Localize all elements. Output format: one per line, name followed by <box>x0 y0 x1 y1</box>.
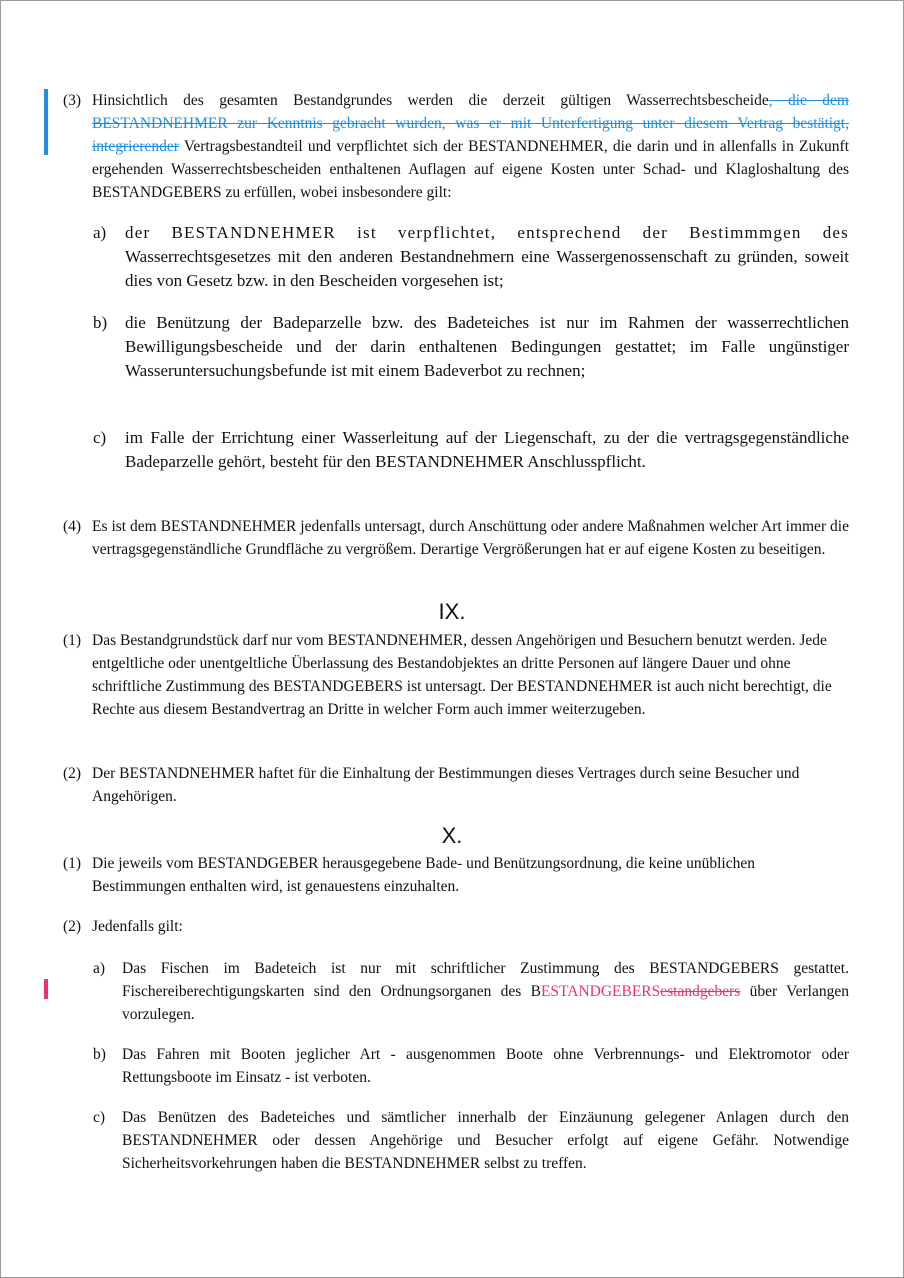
paragraph-text: Die jeweils vom BESTANDGEBER herausgegebene Bade- und Benützungsordnung, die keine unüblichen Bestimmungen enthalten wird, ist genauestens einzuhalten. <box>92 855 755 895</box>
list-item-c <box>93 426 849 474</box>
text-run: Vertragsbestandteil und verpflichtet sich der BESTANDNEHMER, die darin und in allenfalls in Zukunft ergehenden Wasserrechtsbescheiden enthaltenen Auflagen auf eigene Kosten unter Schad- und Klagloshaltung des BESTANDGEBERS zu erfüllen, wobei insbesondere gilt: <box>92 138 849 201</box>
item-marker: c) <box>93 1109 106 1126</box>
item-text <box>125 221 849 293</box>
item-text: Das Fahren mit Booten jeglicher Art - ausgenommen Boote ohne Verbrennungs- und Elektromotor oder Rettungsboote im Einsatz - ist verboten. <box>122 1046 849 1086</box>
change-bar-revision <box>44 979 48 999</box>
paragraph-number: (2) <box>63 765 82 782</box>
tracked-deletion: , die dem BESTANDNEHMER zur Kenntnis gebracht wurden, was er mit Unterfertigung unter diesem Vertrag bestätigt, integrierender <box>92 92 849 155</box>
paragraph-number: (2) <box>63 918 82 935</box>
list-item-x-a <box>93 957 849 1026</box>
text-run: Hinsichtlich des gesamten Bestandgrundes werden die derzeit gültigen Wasserrechtsbescheide <box>92 92 769 109</box>
list-item-a <box>93 221 849 293</box>
paragraph-text: Jedenfalls gilt: <box>92 918 183 935</box>
paragraph-4 <box>63 515 849 561</box>
paragraph-text: Der BESTANDNEHMER haftet für die Einhaltung der Bestimmungen dieses Vertrages durch seine Besucher und Angehörigen. <box>92 765 800 805</box>
text-run: der BESTANDNEHMER ist verpflichtet, entsprechend der Bestimmmgen des <box>125 223 849 242</box>
tracked-deletion: estandgebers <box>660 983 741 1000</box>
item-marker: a) <box>93 960 106 977</box>
paragraph-x-2 <box>63 915 849 938</box>
item-marker: b) <box>93 313 108 332</box>
item-marker: c) <box>93 428 107 447</box>
list-item-x-c <box>93 1106 849 1175</box>
text-run: über Verlangen vorzulegen. <box>122 983 850 1023</box>
change-bar-deletion <box>44 89 48 155</box>
item-text: Das Benützen des Badeteiches und sämtlicher innerhalb der Einzäunung gelegener Anlagen durch den BESTANDNEHMER oder dessen Angehörige und Besucher erfolgt auf eigene Gefähr. Notwendige Sicherheitsvorkehrungen haben die BESTANDNEHMER selbst zu treffen. <box>122 1109 849 1172</box>
paragraph-ix-1 <box>63 629 849 721</box>
paragraph-number: (1) <box>63 855 82 872</box>
list-item-b <box>93 311 849 383</box>
text-run: Das Fischen im Badeteich ist nur mit schriftlicher Zustimmung des BESTANDGEBERS gestattet. Fischereiberechtigungskarten sind den Ordnungsorganen des B <box>122 960 849 1000</box>
text-run: Wasserrechtsgesetzes mit den anderen Bestandnehmern eine Wassergenossenschaft zu gründen, soweit dies von Gesetz bzw. in den Bescheiden vorgesehen ist; <box>125 247 849 290</box>
item-marker: a) <box>93 223 107 242</box>
item-text: die Benützung der Badeparzelle bzw. des Badeteiches ist nur im Rahmen der wasserrechtlichen Bewilligungsbescheide und der darin enthaltenen Bedingungen gestattet; im Falle ungünstiger Wasseruntersuchungsbefunde ist mit einem Badeverbot zu rechnen; <box>125 313 849 380</box>
list-item-x-b <box>93 1043 849 1089</box>
paragraph-3 <box>63 89 849 204</box>
paragraph-text: Es ist dem BESTANDNEHMER jedenfalls untersagt, durch Anschüttung oder andere Maßnahmen welcher Art immer die vertragsgegenständliche Grundfläche zu vergrößem. Derartige Vergrößerungen hat er auf eigene Kosten zu beseitigen. <box>92 518 849 558</box>
paragraph-ix-2 <box>63 762 849 808</box>
paragraph-text: Das Bestandgrundstück darf nur vom BESTANDNEHMER, dessen Angehörigen und Besuchern benutzt werden. Jede entgeltliche oder unentgeltliche Überlassung des Bestandobjektes an dritte Personen auf längere Dauer und ohne schriftliche Zustimmung des BESTANDGEBERS ist untersagt. Der BESTANDNEHMER ist auch nicht berechtigt, die Rechte aus diesem Bestandvertrag an Dritte in welcher Form auch immer weiterzugeben. <box>92 632 832 718</box>
paragraph-number: (1) <box>63 632 82 649</box>
paragraph-x-1 <box>63 852 849 898</box>
paragraph-number: (3) <box>63 92 82 109</box>
section-heading-ix: IX. <box>438 599 466 624</box>
section-heading-x: X. <box>441 823 463 848</box>
item-marker: b) <box>93 1046 106 1063</box>
item-text <box>122 957 849 1026</box>
paragraph-text <box>92 89 849 204</box>
item-text: im Falle der Errichtung einer Wasserleitung auf der Liegenschaft, zu der die vertragsgegenständliche Badeparzelle gehört, besteht für den BESTANDNEHMER Anschlusspflicht. <box>125 428 849 471</box>
tracked-insertion: ESTANDGEBERS <box>540 983 661 1000</box>
paragraph-number: (4) <box>63 518 82 535</box>
